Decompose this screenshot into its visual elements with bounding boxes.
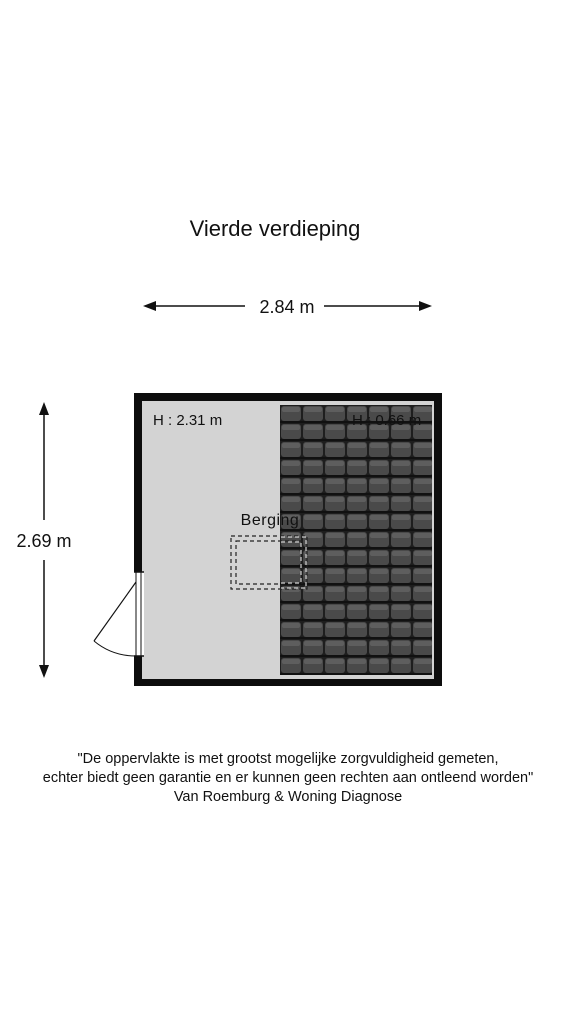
width-dimension [143, 297, 432, 317]
floor-title: Vierde verdieping [189, 216, 361, 241]
arrow-right-icon [419, 301, 432, 311]
height-label: 2.69 m [16, 531, 72, 551]
arrow-up-icon [39, 402, 49, 415]
ceiling-height-right: H : 0.66 m [352, 412, 422, 429]
disclaimer-credit: Van Roemburg & Woning Diagnose [173, 789, 403, 805]
arrow-left-icon [143, 301, 156, 311]
room-berging [94, 393, 442, 686]
disclaimer-line-1: "De oppervlakte is met grootst mogelijke zorgvuldigheid gemeten, [77, 751, 499, 767]
ceiling-height-left: H : 2.31 m [153, 412, 223, 429]
door-swing-arc [94, 641, 136, 656]
width-label: 2.84 m [259, 297, 315, 317]
door-leaf [94, 582, 136, 641]
arrow-down-icon [39, 665, 49, 678]
roof-slope-area [280, 405, 432, 675]
height-dimension [16, 402, 71, 678]
disclaimer-line-2: echter biedt geen garantie en er kunnen geen rechten aan ontleend worden" [42, 770, 534, 786]
door [94, 572, 144, 656]
room-name: Berging [240, 512, 300, 529]
